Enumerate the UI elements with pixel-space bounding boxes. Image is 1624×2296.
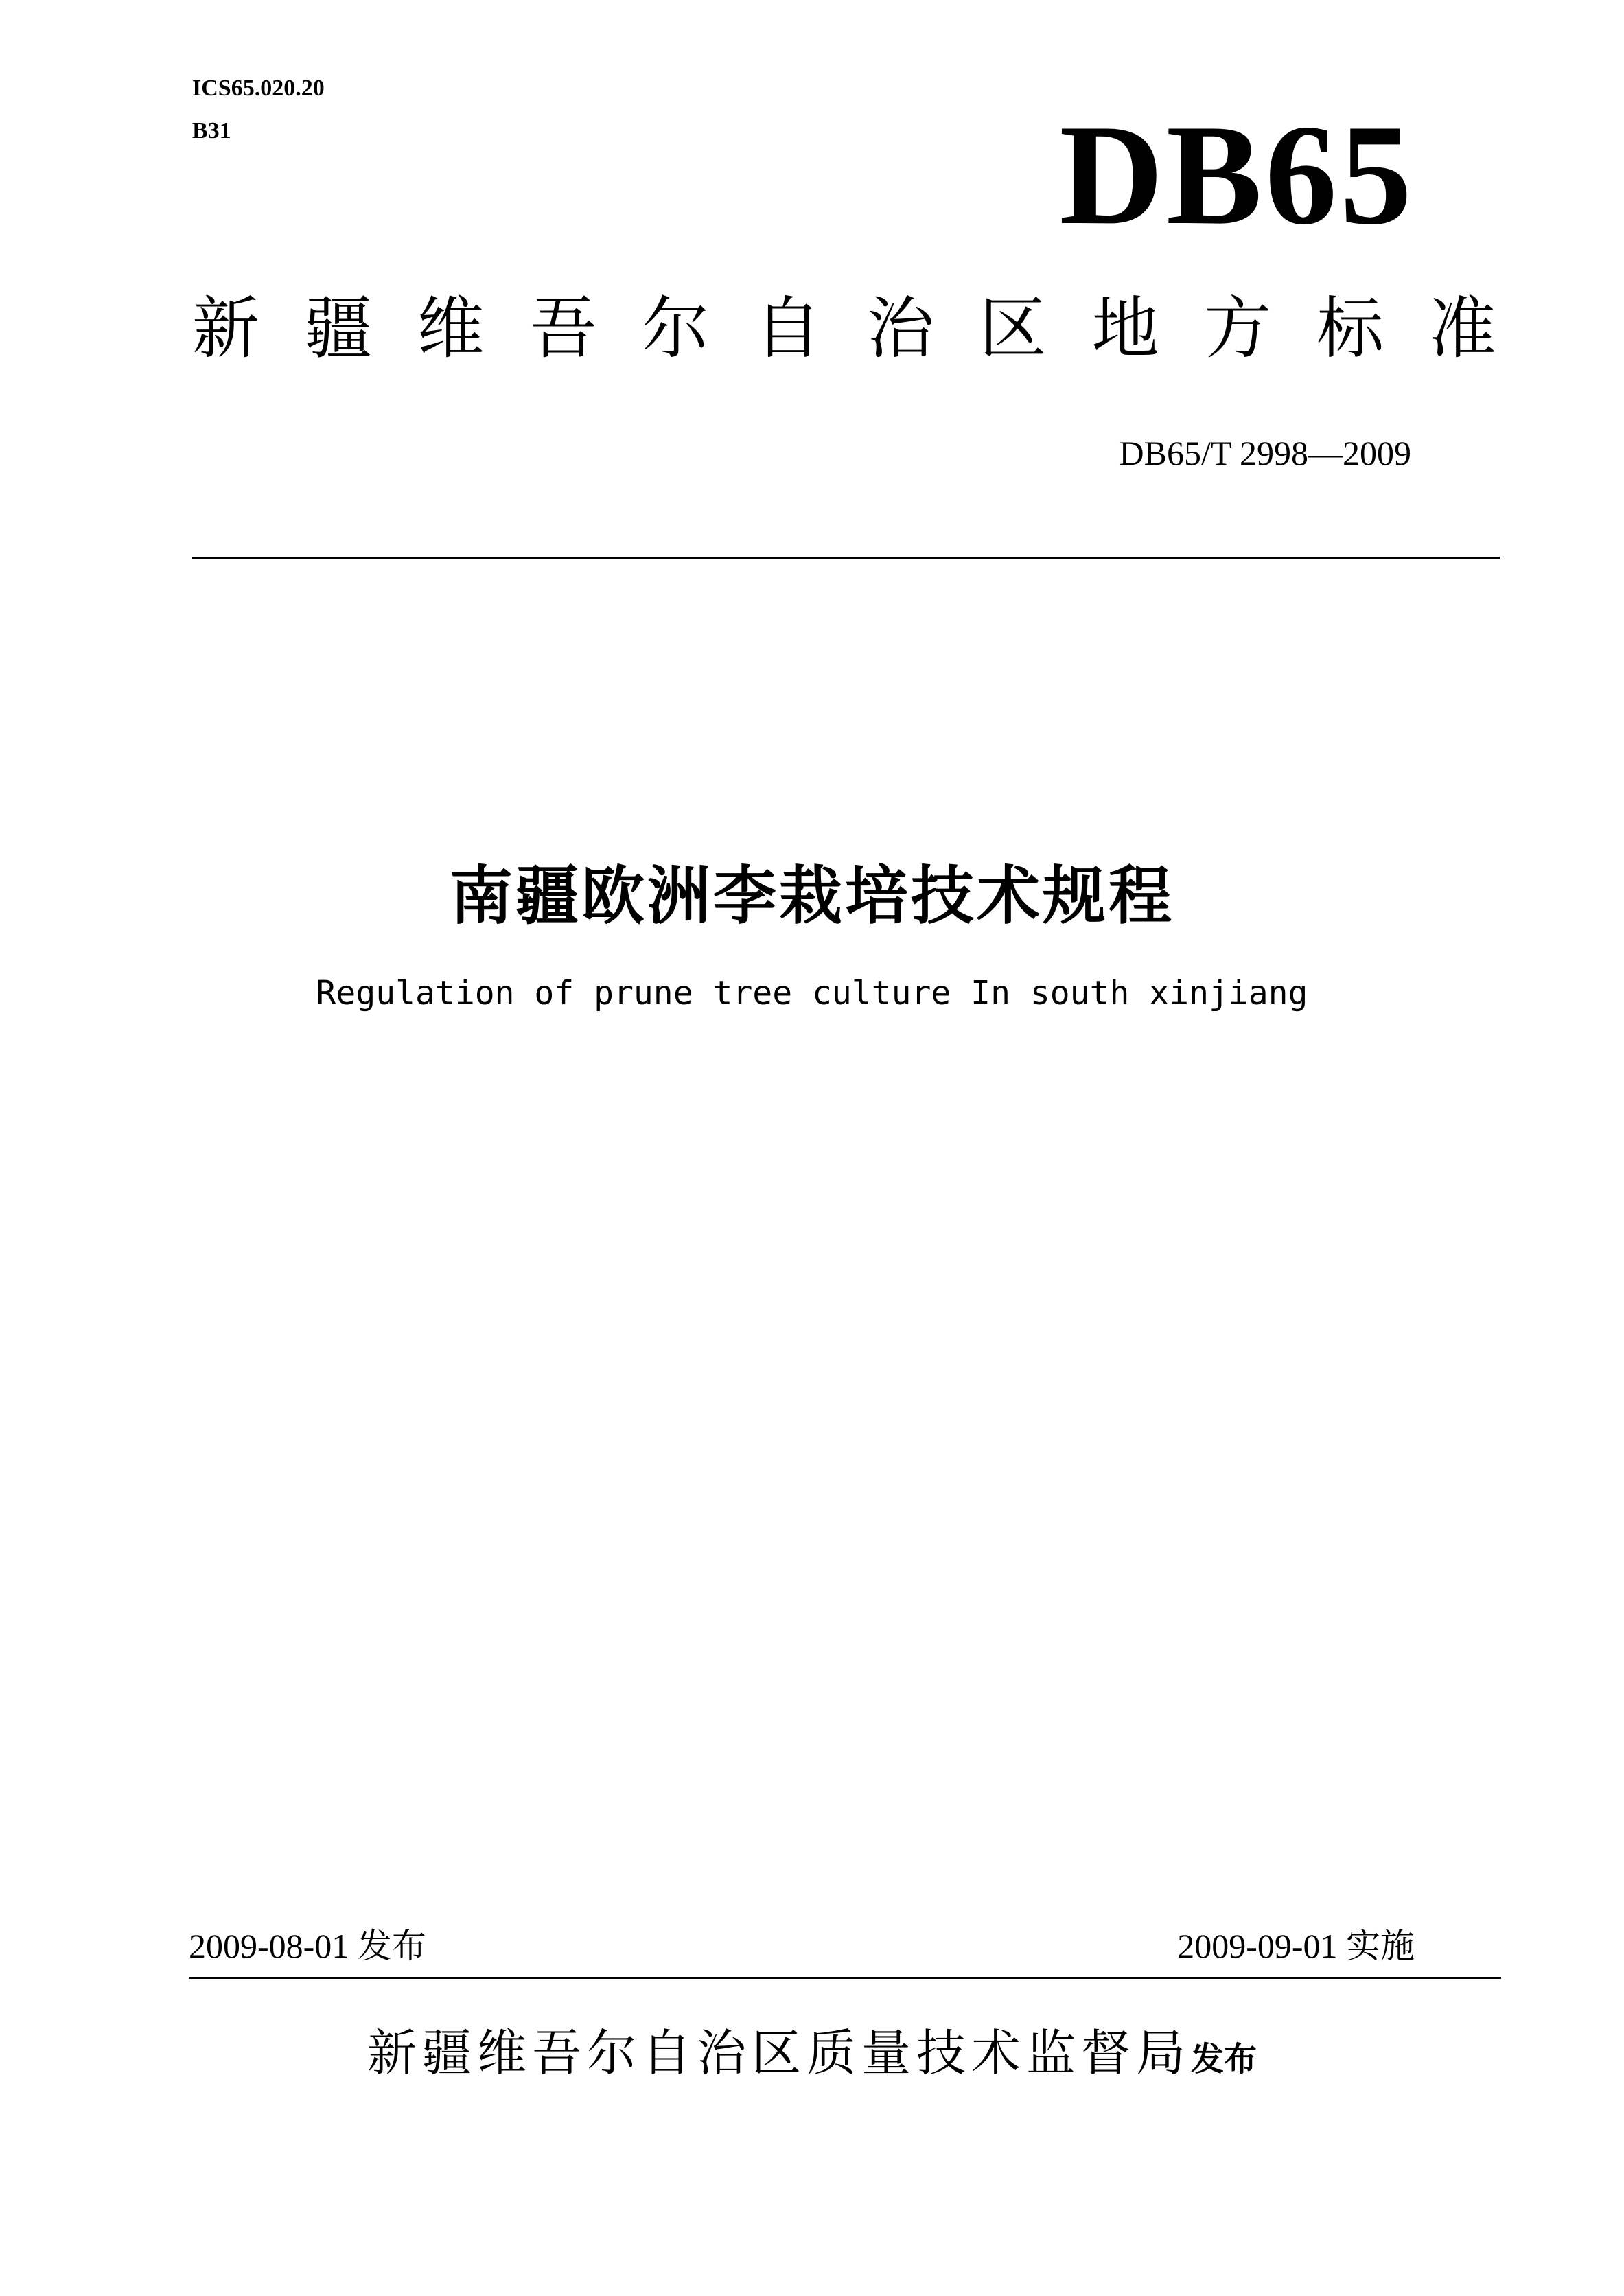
standard-type-heading <box>192 290 1496 368</box>
standard-type-char: 方 <box>1204 290 1272 368</box>
standard-number: DB65/T 2998—2009 <box>1119 434 1411 472</box>
standard-type-char: 地 <box>1091 290 1159 368</box>
standard-type-char: 维 <box>417 290 485 368</box>
standard-type-char: 区 <box>979 290 1047 368</box>
standard-type-char: 标 <box>1316 290 1384 368</box>
top-divider <box>192 557 1500 559</box>
standard-type-char: 新 <box>192 290 260 368</box>
issuer-suffix: 发布 <box>1191 2040 1257 2078</box>
standard-type-char: 治 <box>866 290 934 368</box>
issuer-name: 新疆维吾尔自治区质量技术监督局 <box>367 2024 1191 2082</box>
standard-mark: DB65 <box>1059 95 1415 255</box>
implementation-date: 2009-09-01 实施 <box>1177 1927 1415 1965</box>
standard-type-char: 吾 <box>529 290 597 368</box>
document-title-chinese: 南疆欧洲李栽培技术规程 <box>449 859 1174 933</box>
issue-date: 2009-08-01 发布 <box>189 1927 426 1965</box>
ics-code: ICS65.020.20 <box>192 76 325 101</box>
issuing-authority <box>0 2024 1624 2082</box>
standard-type-char: 准 <box>1428 290 1496 368</box>
document-title-english: Regulation of prune tree culture In south xinjiang <box>316 974 1308 1012</box>
ccs-code: B31 <box>192 118 231 143</box>
standard-type-char: 自 <box>754 290 822 368</box>
standard-type-char: 尔 <box>642 290 710 368</box>
standard-type-char: 疆 <box>304 290 372 368</box>
bottom-divider <box>189 1977 1501 1979</box>
